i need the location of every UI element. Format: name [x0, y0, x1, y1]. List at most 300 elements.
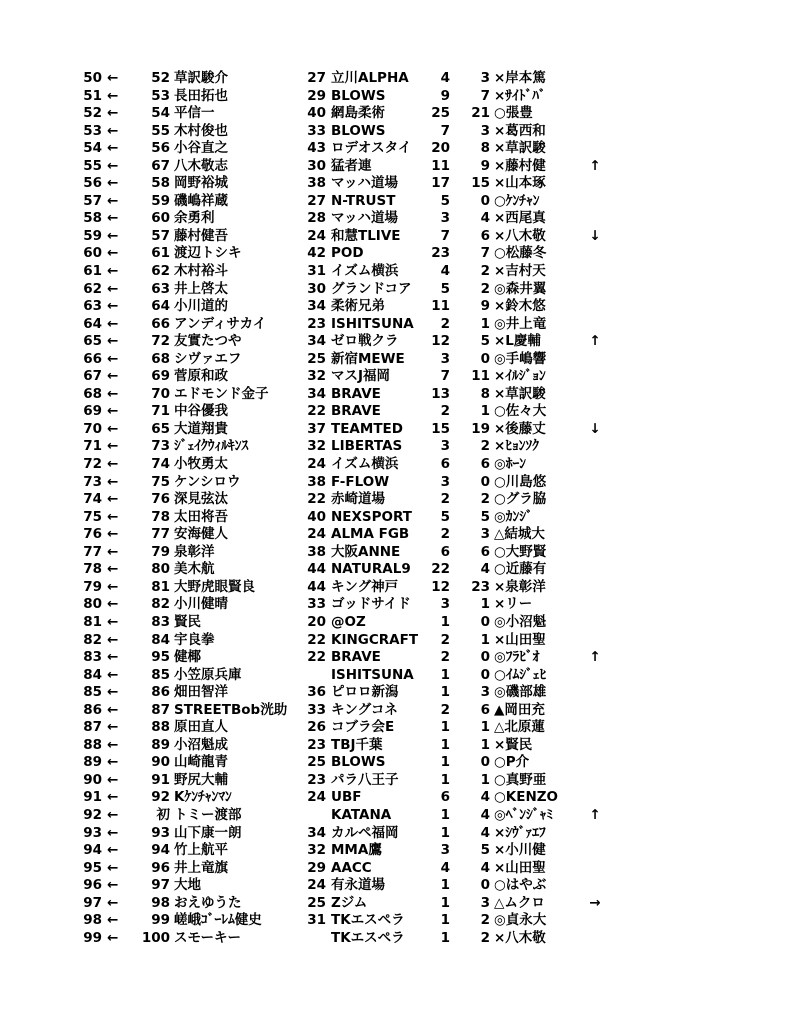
losses-cell: 2: [480, 491, 490, 508]
age-cell: 25: [307, 350, 326, 367]
fighter-name-cell: Kｹﾝﾁｬﾝﾏﾝ: [174, 789, 232, 806]
arrow-cell: ←: [107, 842, 119, 859]
table-row: [0, 860, 791, 878]
arrow-cell: ←: [107, 806, 119, 823]
team-cell: KATANA: [331, 806, 392, 823]
last-result-cell: ◎貞永大: [494, 912, 547, 929]
fighter-name-cell: 草訳駿介: [174, 70, 228, 86]
previous-rank-cell: 73: [151, 438, 170, 455]
table-row: [0, 632, 791, 650]
fighter-name-cell: スモーキー: [174, 929, 241, 946]
arrow-cell: ←: [107, 385, 119, 402]
losses-cell: 9: [480, 298, 490, 315]
last-result-cell: ◎ﾎｰﾝ: [494, 456, 527, 473]
last-result-cell: ◎ｶﾝｼﾞ: [494, 508, 533, 525]
last-result-cell: ◎井上竜: [494, 315, 547, 332]
trend-arrow: ↑: [589, 333, 601, 350]
wins-cell: 1: [440, 754, 450, 771]
wins-cell: 1: [440, 684, 450, 701]
table-row: [0, 263, 791, 281]
previous-rank-cell: 初: [156, 806, 170, 823]
previous-rank-cell: 56: [151, 140, 170, 157]
wins-cell: 1: [440, 912, 450, 929]
last-result-cell: △ムクロ: [494, 894, 545, 911]
age-cell: 24: [307, 789, 326, 806]
age-cell: 30: [307, 280, 326, 297]
losses-cell: 0: [480, 649, 490, 666]
last-result-cell: ×岸本篤: [494, 70, 546, 86]
team-cell: NATURAL9: [331, 561, 411, 578]
losses-cell: 15: [471, 175, 490, 192]
wins-cell: 2: [440, 701, 450, 718]
wins-cell: 11: [431, 157, 450, 174]
table-row: [0, 737, 791, 755]
age-cell: 27: [307, 192, 326, 209]
age-cell: 43: [307, 140, 326, 157]
rank-cell: 64: [83, 315, 102, 332]
age-cell: 32: [307, 368, 326, 385]
last-result-cell: ×葛西和: [494, 122, 546, 139]
wins-cell: 2: [440, 403, 450, 420]
age-cell: 24: [307, 526, 326, 543]
previous-rank-cell: 67: [151, 157, 170, 174]
table-row: [0, 877, 791, 895]
losses-cell: 4: [480, 789, 490, 806]
fighter-name-cell: 平信一: [174, 105, 215, 122]
table-row: [0, 561, 791, 579]
arrow-cell: ←: [107, 912, 119, 929]
team-cell: ゼロ戦クラ: [331, 333, 399, 350]
fighter-name-cell: 深見弦汰: [174, 491, 228, 508]
previous-rank-cell: 79: [151, 543, 170, 560]
previous-rank-cell: 69: [151, 368, 170, 385]
fighter-name-cell: トミー渡部: [174, 806, 242, 823]
table-row: [0, 245, 791, 263]
wins-cell: 3: [440, 350, 450, 367]
previous-rank-cell: 85: [151, 666, 170, 683]
fighter-name-cell: 八木敬志: [174, 157, 228, 174]
wins-cell: 13: [431, 385, 450, 402]
table-row: [0, 702, 791, 720]
team-cell: TBJ千葉: [331, 736, 383, 753]
last-result-cell: ◎森井翼: [494, 280, 547, 297]
age-cell: 23: [307, 736, 326, 753]
team-cell: ロデオスタイ: [331, 140, 412, 157]
losses-cell: 7: [480, 87, 490, 104]
previous-rank-cell: 88: [151, 719, 170, 736]
age-cell: 22: [307, 491, 326, 508]
team-cell: グランドコア: [331, 280, 412, 297]
table-row: [0, 105, 791, 123]
table-row: [0, 930, 791, 948]
fighter-name-cell: 賢民: [174, 613, 201, 630]
losses-cell: 2: [480, 263, 490, 280]
losses-cell: 23: [471, 578, 490, 595]
wins-cell: 11: [431, 298, 450, 315]
table-row: [0, 298, 791, 316]
losses-cell: 3: [480, 526, 490, 543]
fighter-name-cell: 小笠原兵庫: [174, 666, 242, 683]
table-row: [0, 807, 791, 825]
team-cell: BRAVE: [331, 385, 381, 402]
fighter-name-cell: 嵯峨ｺﾞｰﾚﾑ健史: [174, 912, 262, 929]
arrow-cell: ←: [107, 122, 119, 139]
wins-cell: 1: [440, 929, 450, 946]
fighter-name-cell: シヴァエフ: [174, 350, 242, 367]
rank-cell: 86: [83, 701, 102, 718]
fighter-name-cell: 大地: [174, 877, 201, 894]
previous-rank-cell: 65: [151, 420, 170, 437]
table-row: [0, 667, 791, 685]
last-result-cell: ○佐々大: [494, 403, 547, 420]
fighter-name-cell: 美木航: [174, 561, 215, 578]
previous-rank-cell: 74: [151, 456, 170, 473]
previous-rank-cell: 83: [151, 613, 170, 630]
wins-cell: 1: [440, 613, 450, 630]
previous-rank-cell: 61: [151, 245, 170, 262]
team-cell: コブラ会E: [331, 719, 395, 736]
last-result-cell: ×ｼｳﾞｧｴﾌ: [494, 824, 546, 841]
age-cell: 20: [307, 613, 326, 630]
table-row: [0, 614, 791, 632]
last-result-cell: ×小川健: [494, 842, 546, 859]
wins-cell: 3: [440, 842, 450, 859]
wins-cell: 5: [440, 508, 450, 525]
arrow-cell: ←: [107, 263, 119, 280]
losses-cell: 5: [480, 508, 490, 525]
losses-cell: 6: [480, 456, 490, 473]
table-row: [0, 772, 791, 790]
arrow-cell: ←: [107, 403, 119, 420]
team-cell: BRAVE: [331, 649, 381, 666]
previous-rank-cell: 62: [151, 263, 170, 280]
last-result-cell: ×八木敬: [494, 227, 546, 244]
team-cell: ピロロ新潟: [331, 684, 399, 701]
team-cell: LIBERTAS: [331, 438, 403, 455]
last-result-cell: ×後藤丈: [494, 420, 546, 437]
last-result-cell: ○はやぶ: [494, 877, 547, 894]
last-result-cell: ○グラ脇: [494, 491, 547, 508]
losses-cell: 6: [480, 543, 490, 560]
losses-cell: 21: [471, 105, 490, 122]
table-row: [0, 719, 791, 737]
last-result-cell: ×吉村天: [494, 263, 546, 280]
table-row: [0, 526, 791, 544]
team-cell: 赤崎道場: [331, 491, 385, 508]
rank-cell: 88: [83, 736, 102, 753]
last-result-cell: ×山本琢: [494, 175, 546, 192]
wins-cell: 1: [440, 824, 450, 841]
previous-rank-cell: 57: [151, 227, 170, 244]
fighter-name-cell: 安海健人: [174, 526, 228, 543]
trend-arrow: ↓: [589, 420, 601, 437]
fighter-name-cell: 太田将吾: [174, 508, 228, 525]
age-cell: 24: [307, 227, 326, 244]
last-result-cell: ×鈴木悠: [494, 298, 546, 315]
losses-cell: 3: [480, 122, 490, 139]
last-result-cell: ○松藤冬: [494, 245, 547, 262]
losses-cell: 0: [480, 877, 490, 894]
last-result-cell: ○ｲﾑｼﾞｪﾋ: [494, 666, 547, 683]
trend-arrow: ↓: [589, 227, 601, 244]
table-row: [0, 193, 791, 211]
wins-cell: 2: [440, 315, 450, 332]
arrow-cell: ←: [107, 649, 119, 666]
table-row: [0, 210, 791, 228]
table-row: [0, 386, 791, 404]
fighter-name-cell: 小谷直之: [174, 140, 228, 157]
last-result-cell: ◎磯部雄: [494, 684, 547, 701]
wins-cell: 22: [431, 561, 450, 578]
rank-cell: 56: [83, 175, 102, 192]
previous-rank-cell: 53: [151, 87, 170, 104]
table-row: [0, 491, 791, 509]
age-cell: 25: [307, 754, 326, 771]
team-cell: ALMA FGB: [331, 526, 410, 543]
rank-cell: 81: [83, 613, 102, 630]
arrow-cell: ←: [107, 438, 119, 455]
fighter-name-cell: 畑田智洋: [174, 684, 228, 701]
fighter-name-cell: 磯嶋祥蔵: [174, 192, 228, 209]
team-cell: イズム横浜: [331, 263, 399, 280]
last-result-cell: ○ｹﾝﾁｬﾝ: [494, 192, 540, 209]
fighter-name-cell: 菅原和政: [174, 368, 228, 385]
rank-cell: 77: [83, 543, 102, 560]
team-cell: パラ八王子: [331, 771, 399, 788]
fighter-name-cell: 小沼魁成: [174, 736, 228, 753]
fighter-name-cell: ｼﾞｪｲｸｳｨﾙｷﾝｽ: [174, 438, 249, 455]
fighter-name-cell: 井上啓太: [174, 280, 228, 297]
table-row: [0, 421, 791, 439]
rank-cell: 69: [83, 403, 102, 420]
rank-cell: 53: [83, 122, 102, 139]
age-cell: 24: [307, 456, 326, 473]
previous-rank-cell: 89: [151, 736, 170, 753]
last-result-cell: ○真野亜: [494, 771, 547, 788]
age-cell: 23: [307, 771, 326, 788]
wins-cell: 15: [431, 420, 450, 437]
wins-cell: 3: [440, 473, 450, 490]
table-row: [0, 351, 791, 369]
losses-cell: 3: [480, 894, 490, 911]
table-row: [0, 175, 791, 193]
previous-rank-cell: 60: [151, 210, 170, 227]
previous-rank-cell: 64: [151, 298, 170, 315]
fighter-name-cell: 渡辺トシキ: [174, 245, 242, 262]
wins-cell: 2: [440, 649, 450, 666]
wins-cell: 25: [431, 105, 450, 122]
rank-cell: 97: [83, 894, 102, 911]
previous-rank-cell: 87: [151, 701, 170, 718]
team-cell: マスJ福岡: [331, 368, 391, 385]
arrow-cell: ←: [107, 824, 119, 841]
arrow-cell: ←: [107, 877, 119, 894]
wins-cell: 5: [440, 280, 450, 297]
age-cell: 34: [307, 385, 326, 402]
arrow-cell: ←: [107, 561, 119, 578]
table-row: [0, 579, 791, 597]
arrow-cell: ←: [107, 280, 119, 297]
fighter-name-cell: 竹上航平: [174, 842, 228, 859]
wins-cell: 1: [440, 736, 450, 753]
rank-cell: 76: [83, 526, 102, 543]
last-result-cell: ×藤村健: [494, 157, 546, 174]
ranking-table: [0, 70, 791, 947]
arrow-cell: ←: [107, 456, 119, 473]
last-result-cell: ○近藤有: [494, 561, 547, 578]
arrow-cell: ←: [107, 543, 119, 560]
wins-cell: 1: [440, 719, 450, 736]
arrow-cell: ←: [107, 491, 119, 508]
wins-cell: 23: [431, 245, 450, 262]
losses-cell: 5: [480, 333, 490, 350]
wins-cell: 2: [440, 491, 450, 508]
arrow-cell: ←: [107, 736, 119, 753]
previous-rank-cell: 59: [151, 192, 170, 209]
rank-cell: 95: [83, 859, 102, 876]
rank-cell: 84: [83, 666, 102, 683]
age-cell: 31: [307, 263, 326, 280]
age-cell: 32: [307, 842, 326, 859]
arrow-cell: ←: [107, 526, 119, 543]
wins-cell: 3: [440, 210, 450, 227]
arrow-cell: ←: [107, 929, 119, 946]
age-cell: 30: [307, 157, 326, 174]
losses-cell: 0: [480, 613, 490, 630]
age-cell: 40: [307, 508, 326, 525]
losses-cell: 1: [480, 719, 490, 736]
rank-cell: 50: [83, 70, 102, 86]
losses-cell: 1: [480, 403, 490, 420]
wins-cell: 6: [440, 789, 450, 806]
losses-cell: 1: [480, 596, 490, 613]
rank-cell: 98: [83, 912, 102, 929]
rank-cell: 89: [83, 754, 102, 771]
wins-cell: 7: [440, 227, 450, 244]
losses-cell: 19: [471, 420, 490, 437]
last-result-cell: ×山田聖: [494, 859, 546, 876]
wins-cell: 3: [440, 438, 450, 455]
table-row: [0, 684, 791, 702]
wins-cell: 17: [431, 175, 450, 192]
team-cell: マッハ道場: [331, 210, 398, 227]
losses-cell: 4: [480, 824, 490, 841]
arrow-cell: ←: [107, 859, 119, 876]
team-cell: キング神戸: [331, 578, 399, 595]
last-result-cell: ×西尾真: [494, 210, 546, 227]
wins-cell: 1: [440, 894, 450, 911]
team-cell: ゴッドサイド: [331, 596, 411, 613]
rank-cell: 60: [83, 245, 102, 262]
team-cell: N-TRUST: [331, 192, 396, 209]
age-cell: 42: [307, 245, 326, 262]
age-cell: 38: [307, 175, 326, 192]
previous-rank-cell: 92: [151, 789, 170, 806]
arrow-cell: ←: [107, 666, 119, 683]
age-cell: 38: [307, 543, 326, 560]
losses-cell: 3: [480, 70, 490, 86]
wins-cell: 6: [440, 456, 450, 473]
wins-cell: 4: [440, 70, 450, 86]
wins-cell: 12: [431, 578, 450, 595]
wins-cell: 7: [440, 122, 450, 139]
previous-rank-cell: 90: [151, 754, 170, 771]
rank-cell: 72: [83, 456, 102, 473]
team-cell: TEAMTED: [331, 420, 403, 437]
losses-cell: 2: [480, 929, 490, 946]
age-cell: 25: [307, 894, 326, 911]
rank-cell: 87: [83, 719, 102, 736]
previous-rank-cell: 55: [151, 122, 170, 139]
fighter-name-cell: 木村裕斗: [174, 263, 228, 280]
rank-cell: 99: [83, 929, 102, 946]
losses-cell: 1: [480, 631, 490, 648]
previous-rank-cell: 80: [151, 561, 170, 578]
fighter-name-cell: エドモンド金子: [174, 385, 269, 402]
arrow-cell: ←: [107, 719, 119, 736]
rank-cell: 61: [83, 263, 102, 280]
table-row: [0, 912, 791, 930]
previous-rank-cell: 70: [151, 385, 170, 402]
last-result-cell: ○張豊: [494, 105, 533, 122]
fighter-name-cell: 長田拓也: [174, 87, 228, 104]
previous-rank-cell: 68: [151, 350, 170, 367]
fighter-name-cell: 大道翔貴: [174, 420, 228, 437]
previous-rank-cell: 76: [151, 491, 170, 508]
team-cell: ISHITSUNA: [331, 666, 414, 683]
age-cell: 37: [307, 420, 326, 437]
rank-cell: 93: [83, 824, 102, 841]
previous-rank-cell: 99: [151, 912, 170, 929]
previous-rank-cell: 71: [151, 403, 170, 420]
age-cell: 31: [307, 912, 326, 929]
age-cell: 28: [307, 210, 326, 227]
losses-cell: 1: [480, 736, 490, 753]
previous-rank-cell: 82: [151, 596, 170, 613]
last-result-cell: ○大野賢: [494, 543, 547, 560]
table-row: [0, 544, 791, 562]
last-result-cell: ×ｲﾙｼﾞｮﾝ: [494, 368, 546, 385]
fighter-name-cell: 原田直人: [174, 719, 228, 736]
age-cell: 32: [307, 438, 326, 455]
team-cell: TKエスペラ: [331, 929, 405, 946]
fighter-name-cell: 山下康一朗: [174, 824, 242, 841]
arrow-cell: ←: [107, 210, 119, 227]
last-result-cell: ×草訳駿: [494, 385, 546, 402]
arrow-cell: ←: [107, 701, 119, 718]
trend-arrow: →: [589, 894, 601, 911]
last-result-cell: ○P介: [494, 754, 530, 771]
table-row: [0, 70, 791, 88]
last-result-cell: ◎手嶋響: [494, 350, 547, 367]
table-row: [0, 333, 791, 351]
team-cell: F-FLOW: [331, 473, 390, 490]
fighter-name-cell: 小牧勇太: [174, 456, 228, 473]
rank-cell: 78: [83, 561, 102, 578]
last-result-cell: ◎ﾍﾞﾝｼﾞｬﾐ: [494, 806, 554, 823]
losses-cell: 1: [480, 315, 490, 332]
rank-cell: 55: [83, 157, 102, 174]
previous-rank-cell: 93: [151, 824, 170, 841]
last-result-cell: ×泉彰洋: [494, 578, 546, 595]
wins-cell: 20: [431, 140, 450, 157]
wins-cell: 1: [440, 666, 450, 683]
rank-cell: 52: [83, 105, 102, 122]
rank-cell: 54: [83, 140, 102, 157]
arrow-cell: ←: [107, 175, 119, 192]
wins-cell: 2: [440, 526, 450, 543]
table-row: [0, 88, 791, 106]
